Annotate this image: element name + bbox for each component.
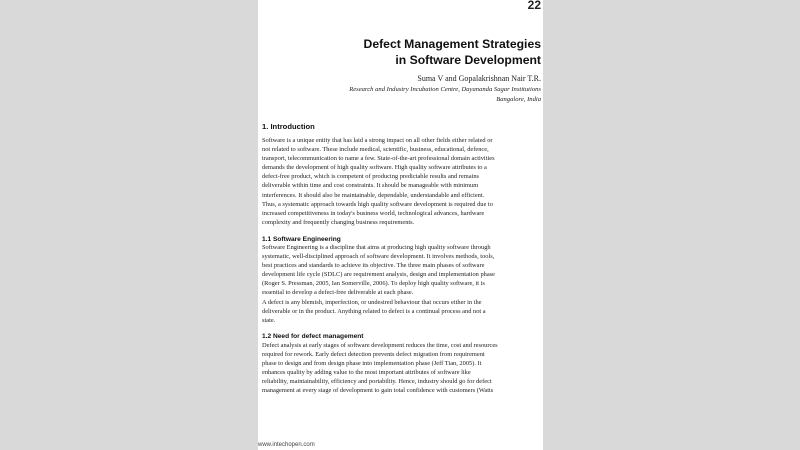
text-line: Software Engineering is a discipline that aims at producing high quality software through bbox=[262, 244, 491, 251]
document-page bbox=[258, 0, 543, 450]
text-line: enhances quality by adding value to the most important attributes of software like bbox=[262, 369, 471, 377]
text-line: required for rework. Early defect detection prevents defect migration from requirement bbox=[262, 351, 485, 359]
text-line: interferences. It should also be maintainable, dependable, understandable and efficient. bbox=[262, 191, 485, 199]
text-line: state. bbox=[262, 316, 276, 324]
text-line: systematic, well-disciplined approach of software development. It involves methods, tools, bbox=[262, 253, 495, 261]
text-line: not related to software. These include medical, scientific, business, educational, defence, bbox=[262, 146, 489, 154]
text-line: defect-free product, which is competent of producing predictable results and remains bbox=[262, 173, 480, 181]
text-line: Defect analysis at early stages of software development reduces the time, cost and resources bbox=[262, 342, 498, 349]
text-line: management at every stage of development to gain total confidence with customers (Watts bbox=[262, 387, 494, 395]
text-line: deliverable or in the product. Anything related to defect is a continual process and not a bbox=[262, 307, 486, 315]
text-line: A defect is any blemish, imperfection, or undesired behaviour that occurs either in the bbox=[262, 298, 482, 306]
title-line: in Software Development bbox=[395, 53, 541, 67]
page-number: 22 bbox=[527, 0, 541, 12]
text-line: complexity and frequently changing business requirements. bbox=[262, 218, 415, 226]
title-line: Defect Management Strategies bbox=[363, 37, 541, 51]
text-line: (Roger S. Pressman, 2005, Ian Somerville, 2006). To deploy high quality software, it is bbox=[262, 280, 485, 288]
text-line: Software is a unique entity that has laid a strong impact on all other fields either related or bbox=[262, 137, 493, 144]
text-line: transport, telecommunication to name a few. State-of-the-art professional domain activities bbox=[262, 155, 495, 163]
paragraph-software-engineering bbox=[262, 243, 542, 325]
affiliation-line: Bangalore, India bbox=[496, 96, 541, 103]
authors: Suma V and Gopalakrishnan Nair T.R. bbox=[417, 74, 541, 83]
paragraph-defect-management bbox=[262, 341, 542, 396]
text-line: Thus, a systematic approach towards high quality software development is required due to bbox=[262, 200, 493, 208]
section-heading-software-engineering: 1.1 Software Engineering bbox=[262, 236, 341, 243]
footer-url[interactable]: www.intechopen.com bbox=[258, 442, 315, 448]
text-line: phase to design and from design phase into implementation phase (Jeff Tian, 2005). It bbox=[262, 360, 482, 368]
text-line: development life cycle (SDLC) are requirement analysis, design and implementation phase bbox=[262, 271, 496, 279]
section-heading-introduction: 1. Introduction bbox=[262, 122, 315, 131]
paragraph-introduction bbox=[262, 136, 542, 227]
text-line: demands the development of high quality software. High quality software attributes to a bbox=[262, 164, 487, 172]
text-line: best practices and standards to achieve its objective. The three main phases of software bbox=[262, 262, 485, 270]
text-line: increased competitiveness in today's business world, technological advances, hardware bbox=[262, 209, 485, 217]
text-line: reliability, maintainability, efficiency and portability. Hence, industry should go for defect bbox=[262, 378, 492, 386]
paper-title bbox=[261, 36, 541, 68]
affiliation-line: Research and Industry Incubation Centre, Dayananda Sagar Institutions bbox=[349, 86, 541, 93]
affiliation bbox=[261, 85, 541, 105]
text-line: essential to develop a defect-free deliverable at each phase. bbox=[262, 289, 414, 297]
section-heading-defect-management: 1.2 Need for defect management bbox=[262, 333, 364, 340]
text-line: deliverable within time and cost constraints. It should be manageable with minimum bbox=[262, 182, 479, 190]
